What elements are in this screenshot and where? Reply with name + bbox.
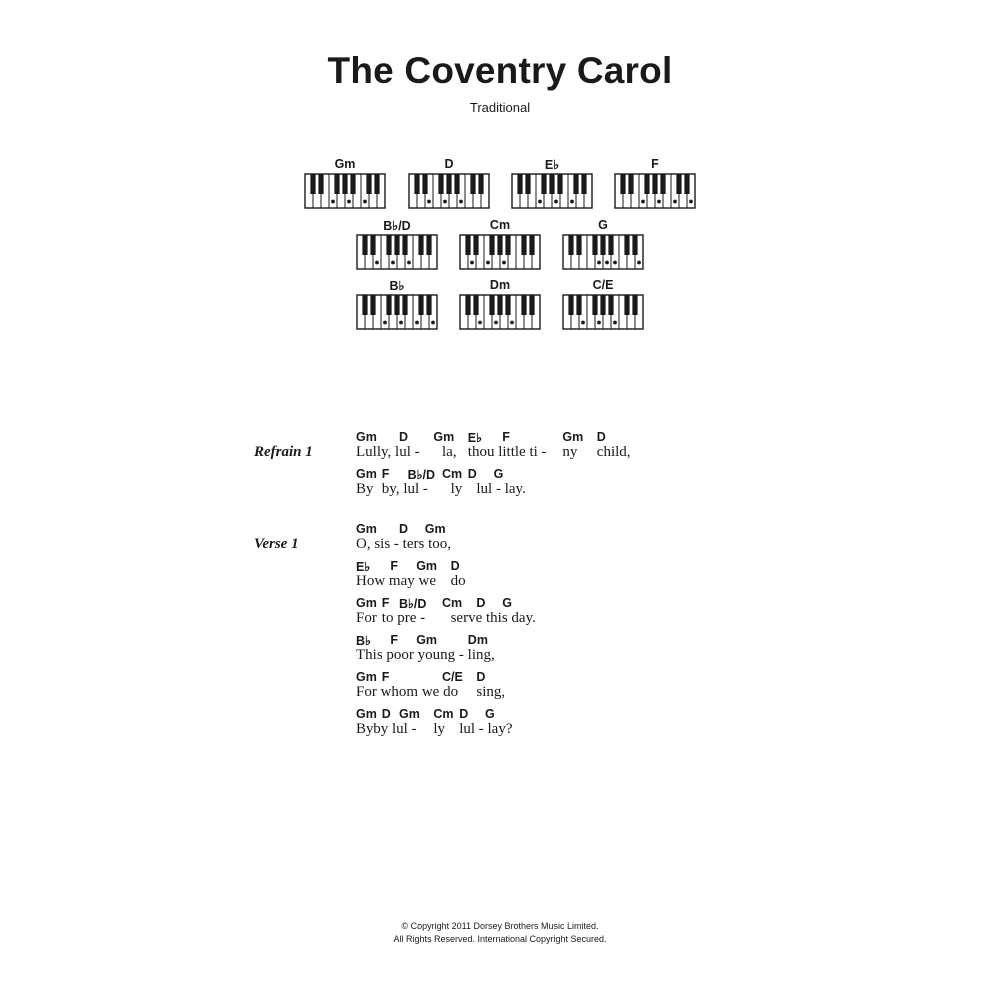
black-key xyxy=(521,295,526,315)
black-key xyxy=(489,295,494,315)
chord-diagram-name: Dm xyxy=(489,278,511,292)
lyric-fragment: By xyxy=(356,721,374,737)
piano-keyboard xyxy=(562,234,644,270)
black-key xyxy=(505,235,510,255)
finger-dot xyxy=(431,321,435,325)
chord-symbol: Gm xyxy=(416,559,438,573)
finger-dot xyxy=(383,321,387,325)
lyric-fragment: la, xyxy=(442,444,457,460)
chord-diagram-name: B♭ xyxy=(389,279,405,293)
piano-keyboard xyxy=(356,294,438,330)
lyric-fragment: lul - lay? xyxy=(459,721,513,737)
chord-symbol: F xyxy=(502,430,510,444)
finger-dot xyxy=(613,261,617,265)
lyric-fragment: to pre - xyxy=(381,610,426,626)
black-key xyxy=(426,295,431,315)
chord-symbol: Gm xyxy=(356,596,377,610)
chord-symbol: Gm xyxy=(356,467,377,481)
black-key xyxy=(684,174,689,194)
black-key xyxy=(478,174,483,194)
black-key xyxy=(628,174,633,194)
black-key xyxy=(652,174,657,194)
chord-symbol: Gm xyxy=(356,522,377,536)
chord-symbol: F xyxy=(381,467,390,481)
piano-keyboard xyxy=(614,173,696,209)
chord-symbol: Cm xyxy=(442,596,463,610)
chord-symbol: Gm xyxy=(356,670,377,684)
black-key xyxy=(568,235,573,255)
finger-dot xyxy=(399,321,403,325)
chord-symbol: D xyxy=(467,467,477,481)
finger-dot xyxy=(538,200,542,204)
finger-dot xyxy=(375,261,379,265)
black-key xyxy=(454,174,459,194)
black-key xyxy=(402,295,407,315)
black-key xyxy=(632,295,637,315)
black-key xyxy=(386,235,391,255)
black-key xyxy=(529,235,534,255)
chord-symbol: B♭/D xyxy=(407,468,436,482)
lyric-fragment: Lully, lul - xyxy=(356,444,420,460)
piano-keyboard xyxy=(562,294,644,330)
black-key xyxy=(465,295,470,315)
chord-symbol: Gm xyxy=(356,707,377,721)
black-key xyxy=(473,235,478,255)
black-key xyxy=(505,295,510,315)
piano-keyboard xyxy=(459,294,541,330)
lyric-fragment: do xyxy=(450,573,466,589)
finger-dot xyxy=(597,261,601,265)
finger-dot xyxy=(510,321,514,325)
finger-dot xyxy=(363,200,367,204)
finger-dot xyxy=(331,200,335,204)
chord-diagram-name: E♭ xyxy=(544,158,560,172)
black-key xyxy=(414,174,419,194)
lyric-fragment: sing, xyxy=(476,684,506,700)
black-key xyxy=(386,295,391,315)
black-key xyxy=(576,295,581,315)
black-key xyxy=(350,174,355,194)
lyric-fragment: lul - lay. xyxy=(476,481,526,497)
lyric-fragment: ny xyxy=(562,444,578,460)
black-key xyxy=(541,174,546,194)
chord-diagram xyxy=(511,157,593,209)
finger-dot xyxy=(494,321,498,325)
chord-symbol: Gm xyxy=(356,430,377,444)
black-key xyxy=(402,235,407,255)
finger-dot xyxy=(486,261,490,265)
chord-symbol: D xyxy=(459,707,469,721)
black-key xyxy=(632,235,637,255)
black-key xyxy=(446,174,451,194)
chord-diagram xyxy=(562,218,644,270)
black-key xyxy=(489,235,494,255)
finger-dot xyxy=(657,200,661,204)
black-key xyxy=(418,295,423,315)
black-key xyxy=(568,295,573,315)
black-key xyxy=(592,295,597,315)
black-key xyxy=(529,295,534,315)
finger-dot xyxy=(570,200,574,204)
finger-dot xyxy=(470,261,474,265)
black-key xyxy=(422,174,427,194)
chord-diagram-name: D xyxy=(444,157,454,171)
finger-dot xyxy=(673,200,677,204)
chord-diagram xyxy=(304,157,386,209)
chord-symbol: F xyxy=(381,596,390,610)
finger-dot xyxy=(459,200,463,204)
finger-dot xyxy=(478,321,482,325)
chord-symbol: Gm xyxy=(424,522,446,536)
black-key xyxy=(517,174,522,194)
chord-diagram-name: Cm xyxy=(489,218,511,232)
composer-credit: Traditional xyxy=(469,100,531,115)
black-key xyxy=(581,174,586,194)
chord-symbol: B♭/D xyxy=(399,597,427,611)
chord-symbol: F xyxy=(381,670,390,684)
black-key xyxy=(366,174,371,194)
copyright-line-1: © Copyright 2011 Dorsey Brothers Music Limited. xyxy=(401,921,599,931)
lyric-fragment: For whom we do xyxy=(356,684,459,700)
chord-diagram xyxy=(562,278,644,330)
lyric-fragment: thou little ti - xyxy=(467,444,547,460)
piano-keyboard xyxy=(408,173,490,209)
black-key xyxy=(608,235,613,255)
chord-diagram xyxy=(408,157,490,209)
chord-symbol: C/E xyxy=(442,670,463,684)
finger-dot xyxy=(581,321,585,325)
black-key xyxy=(497,235,502,255)
black-key xyxy=(310,174,315,194)
black-key xyxy=(660,174,665,194)
black-key xyxy=(608,295,613,315)
black-key xyxy=(521,235,526,255)
chord-diagram xyxy=(459,218,541,270)
black-key xyxy=(334,174,339,194)
black-key xyxy=(362,235,367,255)
chord-diagram xyxy=(614,157,696,209)
chord-symbol: E♭ xyxy=(356,560,371,574)
section-label: Refrain 1 xyxy=(254,444,313,460)
black-key xyxy=(342,174,347,194)
chord-symbol: E♭ xyxy=(467,431,483,445)
black-key xyxy=(394,235,399,255)
chord-symbol: F xyxy=(390,559,399,573)
black-key xyxy=(370,295,375,315)
chord-symbol: Cm xyxy=(442,467,463,481)
lyric-fragment: By xyxy=(356,481,374,497)
piano-keyboard xyxy=(511,173,593,209)
chord-symbol: Gm xyxy=(416,633,438,647)
finger-dot xyxy=(605,261,609,265)
finger-dot xyxy=(443,200,447,204)
chord-symbol: Dm xyxy=(467,633,488,647)
chord-symbol: D xyxy=(399,522,409,536)
chord-symbol: G xyxy=(485,707,495,721)
lyric-fragment: by, lul - xyxy=(381,481,428,497)
black-key xyxy=(426,235,431,255)
piano-keyboard xyxy=(356,234,438,270)
chord-diagram xyxy=(356,278,438,330)
chord-symbol: D xyxy=(399,430,409,444)
finger-dot xyxy=(613,321,617,325)
lyric-fragment: by lul - xyxy=(373,721,417,737)
chord-diagram-name: G xyxy=(598,218,608,232)
black-key xyxy=(497,295,502,315)
black-key xyxy=(438,174,443,194)
finger-dot xyxy=(427,200,431,204)
black-key xyxy=(394,295,399,315)
chord-diagram-name: F xyxy=(651,157,659,171)
chord-symbol: G xyxy=(493,467,504,481)
copyright-line-2: All Rights Reserved. International Copyright Secured. xyxy=(393,934,607,944)
lyric-fragment: serve this day. xyxy=(450,610,536,626)
finger-dot xyxy=(407,261,411,265)
chord-diagram-name: B♭/D xyxy=(383,219,411,233)
chord-diagram xyxy=(459,278,541,330)
chord-symbol: Gm xyxy=(562,430,584,444)
black-key xyxy=(600,295,605,315)
finger-dot xyxy=(391,261,395,265)
finger-dot xyxy=(347,200,351,204)
song-title: The Coventry Carol xyxy=(327,50,673,91)
chord-symbol: Gm xyxy=(399,707,420,721)
lyric-fragment: O, sis - ters too, xyxy=(356,536,451,552)
black-key xyxy=(573,174,578,194)
chord-symbol: G xyxy=(502,596,512,610)
chord-diagram xyxy=(356,218,438,270)
finger-dot xyxy=(502,261,506,265)
chord-diagram-name: C/E xyxy=(592,278,614,292)
copyright-notice xyxy=(0,920,1000,946)
chord-symbol: D xyxy=(476,670,486,684)
lyric-fragment: How may we xyxy=(356,573,436,589)
section-label: Verse 1 xyxy=(254,536,299,552)
lyric-fragment: For xyxy=(356,610,377,626)
black-key xyxy=(370,235,375,255)
black-key xyxy=(644,174,649,194)
finger-dot xyxy=(637,261,641,265)
chord-diagram-name: Gm xyxy=(334,157,356,171)
black-key xyxy=(557,174,562,194)
chord-symbol: D xyxy=(476,596,486,610)
chord-symbol: Gm xyxy=(433,430,455,444)
black-key xyxy=(525,174,530,194)
black-key xyxy=(465,235,470,255)
black-key xyxy=(600,235,605,255)
chord-symbol: Cm xyxy=(433,707,454,721)
chord-symbol: D xyxy=(596,430,606,444)
chord-symbol: B♭ xyxy=(356,634,371,648)
finger-dot xyxy=(689,200,693,204)
black-key xyxy=(362,295,367,315)
finger-dot xyxy=(597,321,601,325)
black-key xyxy=(473,295,478,315)
chord-symbol: D xyxy=(450,559,460,573)
black-key xyxy=(676,174,681,194)
lyric-fragment: ly xyxy=(433,721,446,737)
finger-dot xyxy=(641,200,645,204)
black-key xyxy=(318,174,323,194)
black-key xyxy=(624,295,629,315)
black-key xyxy=(374,174,379,194)
chord-symbol: F xyxy=(390,633,399,647)
finger-dot xyxy=(554,200,558,204)
lyric-fragment: child, xyxy=(596,444,631,460)
black-key xyxy=(576,235,581,255)
black-key xyxy=(418,235,423,255)
black-key xyxy=(592,235,597,255)
black-key xyxy=(620,174,625,194)
lyric-fragment: This poor young - ling, xyxy=(356,647,495,663)
black-key xyxy=(549,174,554,194)
finger-dot xyxy=(415,321,419,325)
piano-keyboard xyxy=(304,173,386,209)
black-key xyxy=(624,235,629,255)
chord-symbol: D xyxy=(381,707,391,721)
black-key xyxy=(470,174,475,194)
piano-keyboard xyxy=(459,234,541,270)
lyric-fragment: ly xyxy=(450,481,463,497)
